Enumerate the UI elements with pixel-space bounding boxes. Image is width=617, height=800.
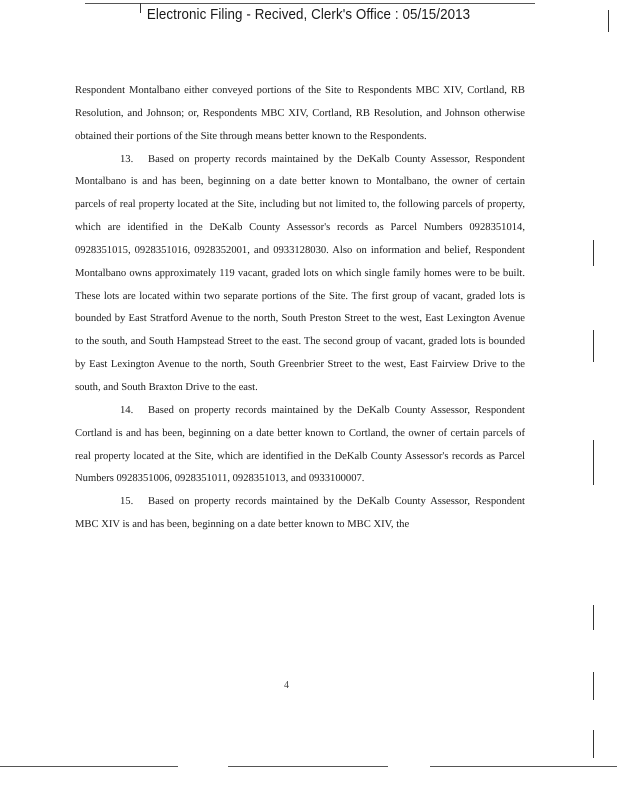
paragraph-text: Based on property records maintained by the DeKalb County Assessor, Respondent Cortland is and has been, beginning on a date better known to Cortland, the owner of certain parcels of real property located at the Site, which are identified in the DeKalb County Assessor's records as Parcel Numbers 0928351006, 0928351011, 0928351013, and 0933100007. xyxy=(75,404,525,485)
scan-rule-top xyxy=(85,3,535,4)
document-body xyxy=(75,80,525,537)
paragraph-text: Based on property records maintained by the DeKalb County Assessor, Respondent Montalbano is and has been, beginning on a date better known to Montalbano, the owner of certain parcels of real property located at the Site, including but not limited to, the following parcels of property, which are identified in the DeKalb County Assessor's records as Parcel Numbers 0928351014, 0928351015, 0928351016, 0928352001, and 0933128030. Also on information and belief, Respondent Montalbano owns approximately 119 vacant, graded lots on which single family homes were to be built. These lots are located within two separate portions of the Site. The first group of vacant, graded lots is bounded by East Stratford Avenue to the north, South Preston Street to the west, East Lexington Avenue to the south, and South Hampstead Street to the east. The second group of vacant, graded lots is bounded by East Lexington Avenue to the north, South Greenbrier Street to the west, East Fairview Drive to the south, and South Braxton Drive to the east. xyxy=(75,153,525,393)
paragraph-15 xyxy=(75,491,525,537)
scan-artifact-left xyxy=(140,3,141,13)
paragraph-14 xyxy=(75,400,525,491)
scan-rule-bottom xyxy=(228,766,388,767)
paragraph-number: 13. xyxy=(120,153,134,165)
paragraph-number: 15. xyxy=(120,496,134,508)
scan-artifact-right xyxy=(593,605,594,630)
scan-artifact-right xyxy=(593,240,594,266)
paragraph-number: 14. xyxy=(120,404,134,416)
scan-rule-bottom xyxy=(430,766,617,767)
scan-artifact-right xyxy=(593,672,594,700)
paragraph-text: Based on property records maintained by the DeKalb County Assessor, Respondent MBC XIV is and has been, beginning on a date better known to MBC XIV, the xyxy=(75,496,525,531)
continuation-paragraph: Respondent Montalbano either conveyed portions of the Site to Respondents MBC XIV, Cortland, RB Resolution, and Johnson; or, Respondents MBC XIV, Cortland, RB Resolution, and Johnson otherwise obtained their portions of the Site through means better known to the Respondents. xyxy=(75,85,525,142)
scan-artifact-right xyxy=(593,440,594,485)
scan-rule-bottom xyxy=(0,766,178,767)
paragraph-13 xyxy=(75,149,525,400)
page-number: 4 xyxy=(284,680,289,691)
scan-artifact-right xyxy=(593,730,594,758)
scan-artifact-right xyxy=(608,10,609,32)
filing-stamp: Electronic Filing - Recived, Clerk's Office : 05/15/2013 xyxy=(146,7,471,23)
scan-artifact-right xyxy=(593,330,594,362)
